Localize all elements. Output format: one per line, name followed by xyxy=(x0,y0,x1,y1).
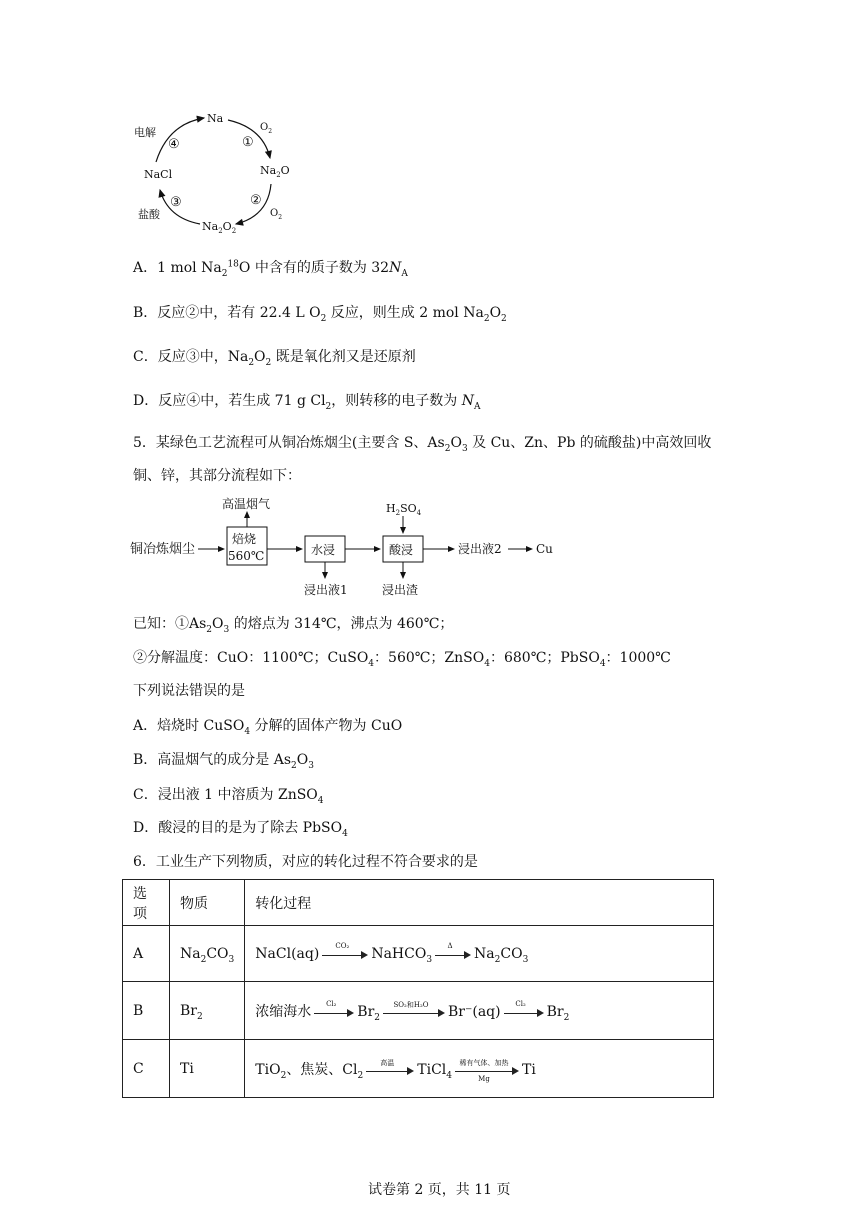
cycle-hcl: 盐酸 xyxy=(138,208,160,221)
cycle-step-1: ① xyxy=(242,135,254,150)
table-row xyxy=(123,926,714,982)
q5-stem-line2: 铜、锌，其部分流程如下： xyxy=(133,468,301,484)
flow-water: 水浸 xyxy=(311,543,336,557)
cycle-step-3: ③ xyxy=(170,195,182,210)
q5-stem-line1: 5．某绿色工艺流程可从铜冶炼烟尘(主要含 S、$As_2O_3$ 及 Cu、Zn、Pb 的硫酸盐)中高效回收 xyxy=(133,435,712,454)
cycle-electrolysis: 电解 xyxy=(134,126,156,139)
row-a-option: A xyxy=(123,926,170,982)
cycle-step-2: ② xyxy=(250,193,262,208)
page-footer: 试卷第 2 页，共 11 页 xyxy=(368,1182,511,1198)
row-c-option: C xyxy=(123,1040,170,1098)
flow-leach1: 浸出液1 xyxy=(304,583,348,597)
cycle-na2o: $Na_2O$ xyxy=(260,164,290,179)
flow-roast: 焙烧 xyxy=(232,532,257,546)
q6-table xyxy=(122,879,714,1098)
flow-start: 铜冶炼烟尘 xyxy=(130,542,196,557)
table-header-row xyxy=(123,880,714,926)
arrow-icon: CO₂ xyxy=(322,949,368,959)
q4-option-b: B．反应②中，若有 22.4 L $O_2$ 反应，则生成 2 mol $Na_2O_2$ xyxy=(133,305,507,324)
flow-acid-leach: 酸浸 xyxy=(389,543,414,557)
arrow-icon: Cl₂ xyxy=(314,1007,354,1017)
cycle-o2-1: $O_2$ xyxy=(260,122,273,135)
q5-option-d: D．酸浸的目的是为了除去 PbSO$_4$ xyxy=(133,820,348,839)
cycle-o2-2: $O_2$ xyxy=(270,208,283,221)
flow-cu: Cu xyxy=(536,542,553,556)
q5-option-a: A．焙烧时 CuSO$_4$ 分解的固体产物为 CuO xyxy=(133,718,403,737)
flow-h2so4: $H_2SO_4$ xyxy=(386,502,422,517)
sodium-cycle-diagram xyxy=(128,106,298,238)
cycle-na: Na xyxy=(207,112,224,125)
flow-leach2: 浸出液2 xyxy=(458,542,502,556)
row-c-material: Ti xyxy=(170,1040,245,1098)
q4-option-a: A．1 mol $Na_2^{18}O$ 中含有的质子数为 $32N_A$ xyxy=(133,259,408,279)
q5-ask: 下列说法错误的是 xyxy=(133,683,245,699)
process-flowchart xyxy=(128,496,588,602)
row-a-material: $Na_2CO_3$ xyxy=(170,926,245,982)
table-row xyxy=(123,982,714,1040)
header-process: 转化过程 xyxy=(245,880,714,926)
table-row xyxy=(123,1040,714,1098)
arrow-icon: Δ xyxy=(435,949,471,959)
row-c-process: TiO$_2$、焦炭、$Cl_2$ 高温 TiCl$_4$ 稀有气体、加热 Mg Ti xyxy=(245,1040,714,1098)
q4-option-d: D．反应④中，若生成 71 g $Cl_2$，则转移的电子数为 $N_A$ xyxy=(133,393,481,412)
row-b-process: 浓缩海水 Cl₂ $Br_2$ SO₂和H₂O Br⁻(aq) Cl₂ $Br_2$ xyxy=(245,982,714,1040)
arrow-icon: 稀有气体、加热 Mg xyxy=(455,1065,519,1075)
q5-option-c: C．浸出液 1 中溶质为 ZnSO$_4$ xyxy=(133,787,324,806)
cycle-na2o2: $Na_2O_2$ xyxy=(202,220,237,235)
flow-temp: 560℃ xyxy=(228,549,265,563)
flow-gas: 高温烟气 xyxy=(222,497,271,511)
arrow-icon: SO₂和H₂O xyxy=(383,1007,445,1017)
q4-option-c: C．反应③中，$Na_2O_2$ 既是氧化剂又是还原剂 xyxy=(133,349,416,368)
header-material: 物质 xyxy=(170,880,245,926)
q6-stem: 6．工业生产下列物质，对应的转化过程不符合要求的是 xyxy=(133,854,478,870)
header-option: 选项 xyxy=(123,880,170,926)
row-b-material: $Br_2$ xyxy=(170,982,245,1040)
arrow-icon: 高温 xyxy=(366,1065,414,1075)
arrow-nacl-to-na xyxy=(156,118,204,162)
cycle-step-4: ④ xyxy=(168,137,180,152)
cycle-nacl: NaCl xyxy=(144,168,173,181)
flow-residue: 浸出渣 xyxy=(382,583,419,597)
q5-option-b: B．高温烟气的成分是 $As_2O_3$ xyxy=(133,752,314,771)
arrow-icon: Cl₂ xyxy=(504,1007,544,1017)
row-b-option: B xyxy=(123,982,170,1040)
row-a-process: NaCl(aq) CO₂ NaHCO$_3$ Δ $Na_2CO_3$ xyxy=(245,926,714,982)
q5-known-1: 已知：$①As_2O_3$ 的熔点为 314℃，沸点为 460℃； xyxy=(133,616,454,635)
q5-known-2: ②分解温度：CuO：1100℃；CuSO$_4$：560℃；ZnSO$_4$：680℃；PbSO$_4$：1000℃ xyxy=(133,650,671,669)
